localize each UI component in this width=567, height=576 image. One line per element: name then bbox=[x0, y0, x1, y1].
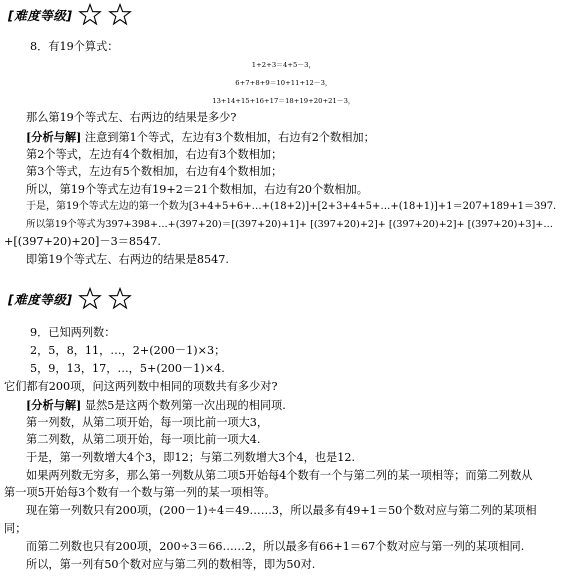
problem-9-question: 它们都有200项，问这两列数中相同的项数共有多少对? bbox=[4, 380, 278, 393]
difficulty-rating bbox=[8, 286, 132, 312]
analysis-text: 注意到第1个等式，左边有3个数相加，右边有2个数相加； bbox=[84, 131, 375, 144]
difficulty-rating bbox=[8, 2, 132, 28]
difficulty-label: [难度等级] bbox=[8, 292, 73, 307]
solution-line: 于是，第19个等式左边的第一个数为[3+4+5+6+…+(18+2)]+[2+3+4+5+…+(18+1)]+1＝207+189+1＝397. bbox=[26, 201, 557, 212]
solution-line: 同； bbox=[4, 522, 27, 535]
solution-line: 所以，第一列有50个数对应与第二列的数相等，即为50对. bbox=[26, 558, 316, 571]
solution-line: 第2个等式，左边有4个数相加，右边有3个数相加； bbox=[26, 148, 283, 161]
solution-line: 而第二列数也只有200项，200÷3＝66……2，所以最多有66+1＝67个数对应与第一列的某项相同. bbox=[26, 540, 525, 553]
star-outline-icon bbox=[78, 287, 102, 311]
solution-line: 第3个等式，左边有5个数相加，右边有4个数相加； bbox=[26, 165, 283, 178]
solution-line: 于是，第一列数增大4个3，即12；与第二列数增大3个4，也是12. bbox=[26, 451, 356, 464]
solution-line: +[(397+20)+20]－3＝8547. bbox=[4, 235, 161, 248]
solution-line: 如果两列数无穷多，那么第一列数从第二项5开始每4个数有一个与第二列的某一项相等；而第二列数从 bbox=[26, 469, 533, 482]
analysis-line bbox=[26, 130, 375, 145]
analysis-text: 显然5是这两个数列第一次出现的相同项. bbox=[84, 399, 286, 412]
equation-1: 1+2+3＝4+5－3， bbox=[251, 61, 316, 69]
difficulty-label: [难度等级] bbox=[8, 8, 73, 23]
solution-line: 所以第19个等式为397+398+…+(397+20)＝[(397+20)+1]+ [(397+20)+2]+ [(397+20)+2]+ [(397+20)+3]+… bbox=[26, 219, 553, 230]
solution-line: 第一列数，从第二项开始，每一项比前一项大3， bbox=[26, 416, 269, 429]
solution-line: 第一项5开始每3个数有一个数与第一列的某一项相等。 bbox=[4, 486, 276, 499]
analysis-line bbox=[26, 398, 286, 413]
sequence-1: 2，5，8，11，…，2+(200－1)×3； bbox=[30, 344, 226, 357]
solution-line: 现在第一列数只有200项，(200－1)÷4＝49……3，所以最多有49+1＝50个数对应与第二列的某项相 bbox=[26, 504, 537, 517]
solution-line: 第二列数，从第二项开始，每一项比前一项大4. bbox=[26, 433, 261, 446]
sequence-2: 5，9，13，17，…，5+(200－1)×4. bbox=[30, 362, 225, 375]
star-outline-icon bbox=[108, 3, 132, 27]
solution-line: 所以，第19个等式左边有19+2＝21个数相加，右边有20个数相加。 bbox=[26, 183, 368, 196]
equation-3: 13+14+15+16+17＝18+19+20+21－3， bbox=[212, 97, 355, 105]
problem-8-question: 那么第19个等式左、右两边的结果是多少? bbox=[26, 111, 237, 124]
star-outline-icon bbox=[108, 287, 132, 311]
analysis-label: [分析与解] bbox=[26, 130, 82, 144]
equation-2: 6+7+8+9＝10+11+12－3， bbox=[235, 79, 332, 87]
solution-line: 即第19个等式左、右两边的结果是8547. bbox=[26, 253, 229, 266]
problem-9-text: 9．已知两列数： bbox=[30, 326, 116, 339]
analysis-label: [分析与解] bbox=[26, 398, 82, 412]
problem-8-text: 8．有19个算式： bbox=[30, 40, 119, 53]
star-outline-icon bbox=[78, 3, 102, 27]
